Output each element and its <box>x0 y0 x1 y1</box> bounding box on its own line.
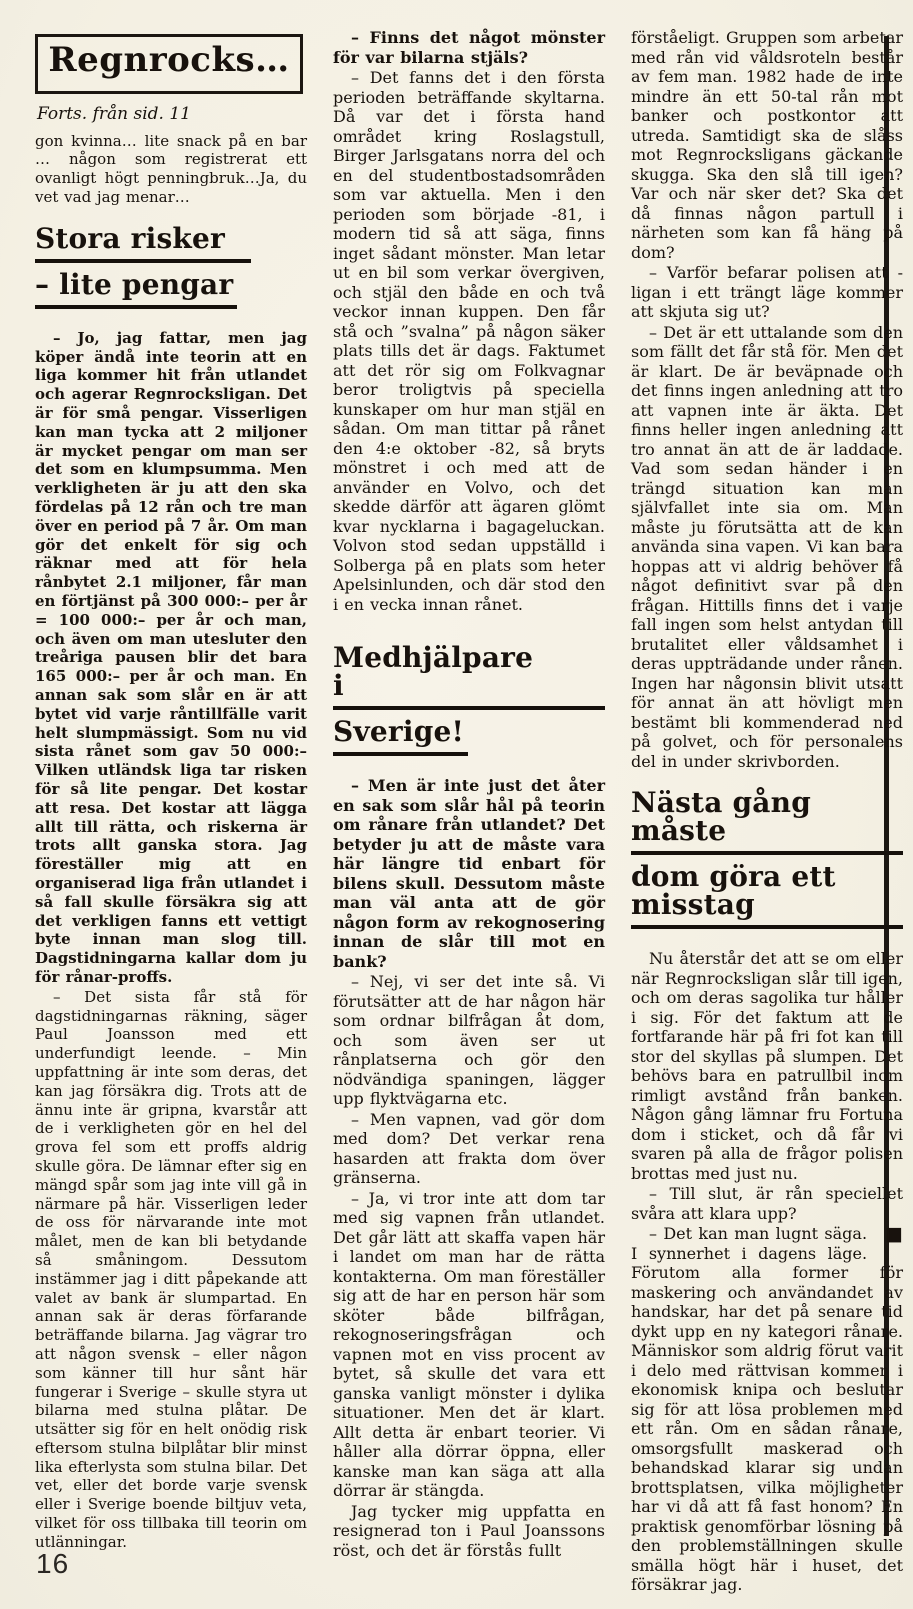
heading-line-2: dom göra ett misstag <box>631 863 903 929</box>
interview-question: – Men är inte just det åter en sak som slår hål på teorin om rånare från utlandet? Det betyder ju att de måste vara här längre tid enbart för bilens skull. Dessutom måste man väl anta att de gör någon form av rekognosering innan de slår till mot en bank? <box>333 776 605 971</box>
column-1 <box>35 28 307 1596</box>
column-3 <box>631 28 903 1596</box>
interview-question: – Men vapnen, vad gör dom med dom? Det verkar rena hasarden att frakta dom över gränserna. <box>333 1109 605 1187</box>
section-heading-stora-risker <box>35 221 307 317</box>
continued-title: Regnrocks… <box>48 40 290 80</box>
section-heading-nasta-gang <box>631 786 903 937</box>
interview-answer: – Det sista får stå för dagstidningarnas räkning, säger Paul Joansson med ett underfundigt leende. – Min uppfattning är inte som deras, det kan jag försäkra dig. Trots att de ännu inte är gripna, kvarstår att de i verkligheten gör en hel del grova fel som ett proffs aldrig skulle göra. De lämnar efter sig en mängd spår som jag inte vill gå in närmare på här. Visserligen leder de oss för närvarande inte mot målet, men de kan bli betydande så småningom. Dessutom instämmer jag i ditt påpekande att valet av bank är slumpartad. En annan sak är deras förfarande beträffande bilarna. Jag vägrar tro att någon svensk – eller någon som känner till hur sånt här fungerar i Sverige – skulle styra ut bilarna med stulna plåtar. De utsätter sig för en helt onödig risk eftersom stulna bilplåtar blir minst lika efterlysta som stulna bilar. Det vet, eller det borde varje svensk eller i Sverige boende biltjuv veta, vilket för oss tillbaka till teorin om utlänningar. <box>35 987 308 1551</box>
section-heading-medhjalpare <box>333 641 605 764</box>
final-answer-text: – Det kan man lugnt säga. I synnerhet i dagens läge. Förutom alla former för maskering och användandet av handskar, har det på senare tid dykt upp en ny kategori rånare. Människor som aldrig förut varit i delo med rättvisan kommer i ekonomisk knipa och beslutar sig för att lösa problemen med ett rån. Om en sådan rånare, omsorgsfullt maskerad och behandskad klarar sig undan brottsplatsen, vilka möjligheter har vi då att få fast honom? En praktisk genomförbar lösning på den problemställningen skulle smälla högt här i huset, det försäkrar jag. <box>631 1224 903 1594</box>
heading-line-2: – lite pengar <box>35 271 237 309</box>
interview-answer: – Det fanns det i den första perioden beträffande skyltarna. Då var det i första hand området kring Roslagstull, Birger Jarlsgatans norra del och en del studentbostadsområden som var aktuella. Men i den perioden som började -81, i modern tid så att säga, finns inget sådant mönster. Man letar ut en bil som verkar övergiven, och stjäl den både en och två veckor innan kuppen. Den får stå och ”svalna” på någon säker plats tills det är dags. Faktumet att det rör sig om Folkvagnar beror troligtvis på speciella kunskaper om hur man stjäl en sådan. Om man tittar på rånet den 4:e oktober -82, så bryts mönstret i och med att de använder en Volvo, och det skedde därför att ägaren glömt kvar nycklarna i bagageluckan. Volvon stod sedan uppställd i Solberga på en plats som heter Apelsinlunden, och där stod den i en vecka innan rånet. <box>333 68 605 614</box>
continued-from-note: Forts. från sid. 11 <box>37 103 191 124</box>
article-columns <box>35 28 903 1596</box>
heading-line-1: Nästa gång måste <box>631 789 903 855</box>
interview-answer-bold: – Jo, jag fattar, men jag köper ändå inte teorin att en liga kommer hit från utlandet och agerar Regnrocksligan. Det är för små pengar. Visserligen kan man tycka att 2 miljoner är mycket pengar om man ser det som en klumpsumma. Men verkligheten är ju att den ska fördelas på 12 rån och tre man över en period på 7 år. Om man gör det enkelt för sig och räknar med att för hela rånbytet 2.1 miljoner, får man en förtjänst på 300 000:– per år = 100 000:– per år och man, och även om man utesluter den treåriga pausen blir det bara 165 000:– per år och man. En annan sak som slår en är att bytet vid varje råntillfälle varit helt slumpmässigt. Som nu vid sista rånet som gav 50 000:– Vilken utländsk liga tar risken för så lite pengar. Det kostar att resa. Det kostar att lägga allt till rätta, och riskerna är trots allt ganska stora. Jag föreställer mig att en organiserad liga från utlandet i så fall skulle försäkra sig att det verkligen fanns ett vettigt byte innan man slog till. Dagstidningarna kallar dom ju för rånar-proffs. <box>35 328 307 986</box>
narration-paragraph: förståeligt. Gruppen som arbetar med rån vid våldsroteln består av fem man. 1982 hade de inte mindre än ett 50-tal rån mot banker och postkontor att utreda. Samtidigt ska de slåss mot Regnrocksligans gäckande skugga. Ska den slå till igen? Var och när sker det? Ska det då finnas någon partull i närheten som kan få häng på dom? <box>631 28 903 262</box>
column-2 <box>333 28 605 1596</box>
interview-answer: – Det är ett uttalande som den som fällt det får stå för. Men det är klart. De är beväpnade och det finns ingen anledning att tro att vapnen inte är äkta. Det finns heller ingen anledning att tro annat än att de är laddade. Vad som sedan händer i en trängd situation kan man självfallet inte sia om. Man måste ju förutsätta att de kan använda sina vapen. Vi kan bara hoppas att vi aldrig behöver få något definitivt svar på den frågan. Hittills finns det i varje fall ingen som helst antydan till brutalitet eller våldsamhet i deras uppträdande under rånen. Ingen har någonsin blivit utsatt för annat än att hövligt men bestämt bli kommenderad ned på golvet, och för personalens del in under skrivborden. <box>631 322 903 771</box>
heading-line-1: Medhjälpare i <box>333 644 605 710</box>
interview-question: – Till slut, är rån speciellet svåra att klara upp? <box>631 1184 903 1223</box>
paragraph-intro: gon kvinna… lite snack på en bar … någon som registrerat ett ovanligt högt penningbruk…Ja, du vet vad jag menar… <box>35 131 307 207</box>
interview-question: – Varför befarar polisen att -ligan i ett trängt läge kommer att skjuta sig ut? <box>631 263 903 321</box>
narration-paragraph: Nu återstår det att se om eller när Regnrocksligan slår till igen, och om deras sagolika tur håller i sig. För det faktum att de fortfarande här på fri fot kan till stor del skyllas på slumpen. Det behövs bara en patrullbil inom rimligt avstånd från banken. Någon gång lämnar fru Fortuna dom i sticket, och då får vi svaren på alla de frågor polisen brottas med just nu. <box>631 949 903 1183</box>
interview-answer-final <box>631 1224 903 1595</box>
narration-paragraph: Jag tycker mig uppfatta en resignerad ton i Paul Joanssons röst, och det är förstås fullt <box>333 1501 605 1560</box>
interview-answer: – Ja, vi tror inte att dom tar med sig vapnen från utlandet. Det går lätt att skaffa vapen här i landet om man har de rätta kontakterna. Om man föreställer sig att de har en person här som sköter både bilfrågan, rekognoseringsfrågan och vapnen mot en viss procent av bytet, så skulle det vara ett ganska vanligt mönster i dylika situationer. Men det är klart. Allt detta är enbart teorier. Vi håller alla dörrar öppna, eller kanske man kan säga att alla dörrar är stängda. <box>333 1188 605 1500</box>
interview-question: – Finns det något mönster för var bilarna stjäls? <box>333 28 605 67</box>
continued-title-box <box>35 34 303 94</box>
heading-line-2: Sverige! <box>333 718 468 756</box>
end-of-article-mark: ■ <box>885 1223 903 1245</box>
page-number: 16 <box>36 1548 70 1579</box>
heading-line-1: Stora risker <box>35 225 251 263</box>
interview-answer: – Nej, vi ser det inte så. Vi förutsätter att de har någon här som ordnar bilfrågan åt dom, och som även ser ut rånplatserna och gör den nödvändiga spaningen, lägger upp flyktvägarna etc. <box>333 972 605 1108</box>
